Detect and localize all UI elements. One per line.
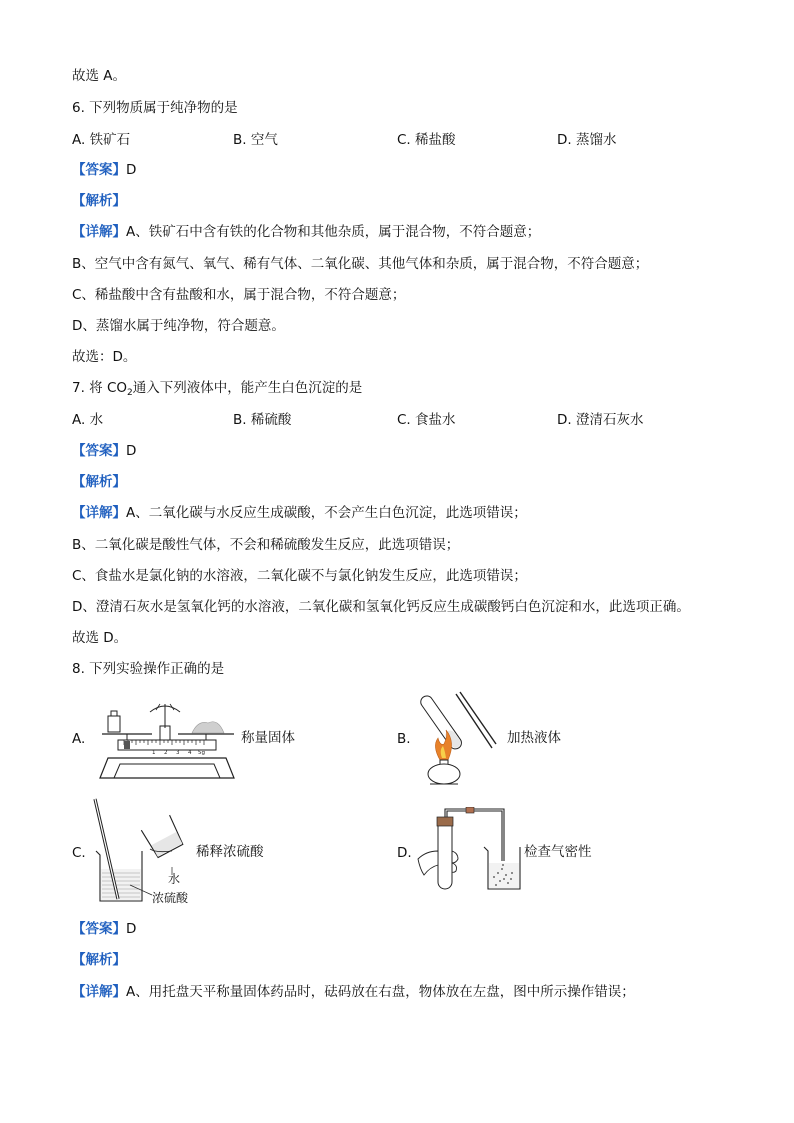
balance-scale-figure <box>94 690 239 785</box>
q8-answer <box>72 919 136 939</box>
q7-option-b: B. 稀硫酸 <box>233 412 292 428</box>
answer-value: D <box>126 162 137 178</box>
detail-text: A、铁矿石中含有铁的化合物和其他杂质，属于混合物，不符合题意； <box>126 224 541 240</box>
q7-option-c: C. 食盐水 <box>397 412 456 428</box>
q6-analysis <box>72 191 126 211</box>
detail-tag: 【详解】 <box>72 224 126 240</box>
fig-a-letter: A. <box>72 731 86 747</box>
fig-a-caption: 称量固体 <box>241 730 295 746</box>
q7-option-d: D. 澄清石灰水 <box>557 412 644 428</box>
text-line: 故选 A。 <box>72 68 127 84</box>
answer-tag: 【答案】 <box>72 162 126 178</box>
fig-d-caption: 检查气密性 <box>524 844 592 860</box>
q7-subscript: 2 <box>127 388 133 398</box>
q6-option-b: B. 空气 <box>233 132 278 148</box>
q6-detail-4: D、蒸馏水属于纯净物，符合题意。 <box>72 318 285 334</box>
q6-option-a: A. 铁矿石 <box>72 132 131 148</box>
analysis-tag: 【解析】 <box>72 474 126 490</box>
scale-tick-5: 5g <box>198 750 205 756</box>
fig-c-caption: 稀释浓硫酸 <box>196 844 264 860</box>
q7-answer <box>72 441 136 461</box>
fig-d-letter: D. <box>397 845 412 861</box>
q7-prefix: 7. 将 CO <box>72 380 128 396</box>
q6-option-d: D. 蒸馏水 <box>557 132 617 148</box>
answer-value: D <box>126 921 137 937</box>
q6-option-c: C. 稀盐酸 <box>397 132 456 148</box>
q8-detail-1 <box>72 982 635 1002</box>
q6-conclusion: 故选：D。 <box>72 349 137 365</box>
heating-liquid-figure <box>412 688 502 786</box>
scale-tick-2: 2 <box>164 750 168 756</box>
q6-detail-1 <box>72 222 540 242</box>
airtightness-figure <box>416 807 526 893</box>
q7-option-a: A. 水 <box>72 412 104 428</box>
analysis-tag: 【解析】 <box>72 952 126 968</box>
q7-analysis <box>72 472 126 492</box>
question-8: 8. 下列实验操作正确的是 <box>72 661 225 677</box>
detail-tag: 【详解】 <box>72 505 126 521</box>
q7-detail-2: B、二氧化碳是酸性气体，不会和稀硫酸发生反应，此选项错误； <box>72 537 460 553</box>
question-6: 6. 下列物质属于纯净物的是 <box>72 100 238 116</box>
fig-c-acid-label: 浓硫酸 <box>152 891 189 905</box>
q7-detail-3: C、食盐水是氯化钠的水溶液，二氧化碳不与氯化钠发生反应，此选项错误； <box>72 568 527 584</box>
q6-detail-3: C、稀盐酸中含有盐酸和水，属于混合物，不符合题意； <box>72 287 406 303</box>
q7-suffix: 通入下列液体中，能产生白色沉淀的是 <box>132 380 363 396</box>
q7-conclusion: 故选 D。 <box>72 630 128 646</box>
detail-text: A、用托盘天平称量固体药品时，砝码放在右盘，物体放在左盘，图中所示操作错误； <box>126 984 635 1000</box>
q7-detail-4: D、澄清石灰水是氢氧化钙的水溶液，二氧化碳和氢氧化钙反应生成碳酸钙白色沉淀和水，此选项正确。 <box>72 599 690 615</box>
question-7 <box>72 378 362 403</box>
q7-detail-1 <box>72 503 527 523</box>
detail-tag: 【详解】 <box>72 984 126 1000</box>
scale-tick-3: 3 <box>176 750 180 756</box>
answer-tag: 【答案】 <box>72 443 126 459</box>
scale-tick-4: 4 <box>188 750 192 756</box>
fig-c-water-label: 水 <box>168 872 181 886</box>
analysis-tag: 【解析】 <box>72 193 126 209</box>
detail-text: A、二氧化碳与水反应生成碳酸，不会产生白色沉淀，此选项错误； <box>126 505 527 521</box>
fig-c-letter: C. <box>72 845 86 861</box>
fig-b-caption: 加热液体 <box>507 730 561 746</box>
scale-tick-1: 1 <box>152 750 156 756</box>
fig-b-letter: B. <box>397 731 411 747</box>
q6-answer <box>72 160 136 180</box>
q8-analysis <box>72 950 126 970</box>
answer-tag: 【答案】 <box>72 921 126 937</box>
q6-detail-2: B、空气中含有氮气、氧气、稀有气体、二氧化碳、其他气体和杂质，属于混合物，不符合题意； <box>72 256 649 272</box>
answer-value: D <box>126 443 137 459</box>
